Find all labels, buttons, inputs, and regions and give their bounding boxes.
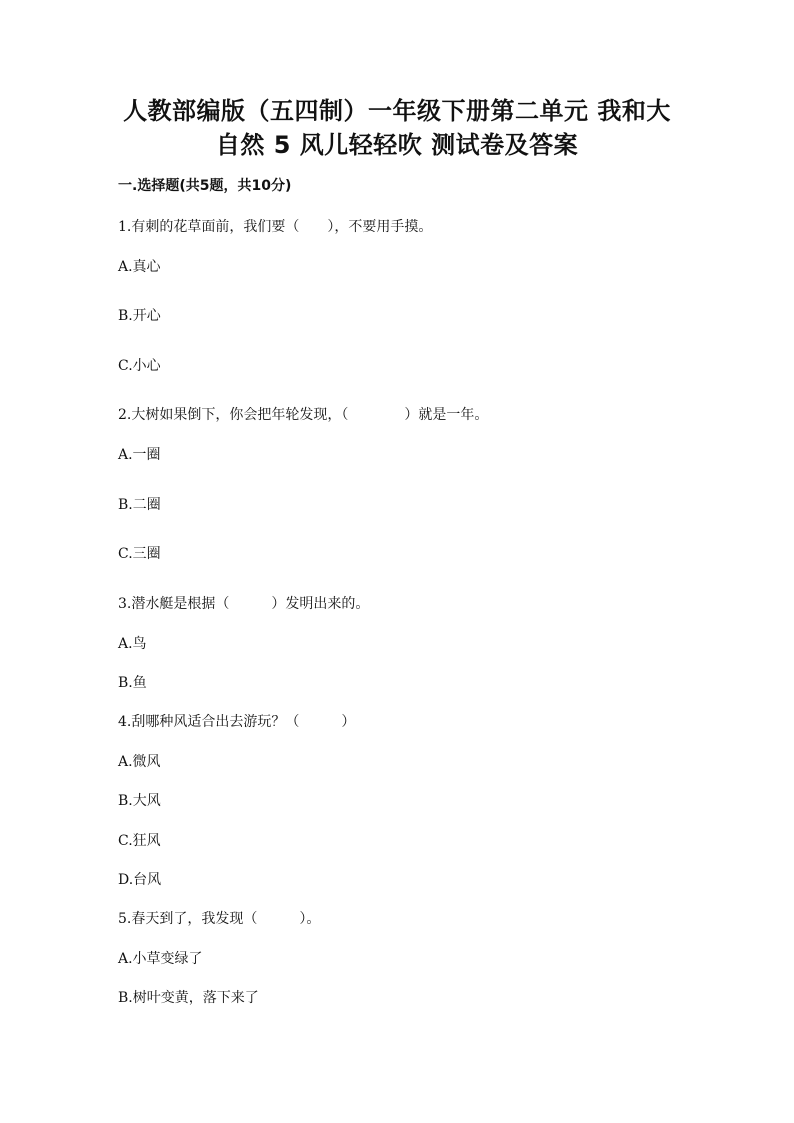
question-1-option-b: B.开心 <box>118 308 161 324</box>
question-4-option-c: C.狂风 <box>118 833 161 849</box>
page-title-line-2: 自然 5 风儿轻轻吹 测试卷及答案 <box>215 131 579 159</box>
question-1-stem: 1.有刺的花草面前，我们要（ ），不要用手摸。 <box>118 219 433 235</box>
question-2-stem: 2.大树如果倒下，你会把年轮发现，（ ）就是一年。 <box>118 407 489 423</box>
question-3-option-b: B.鱼 <box>118 675 147 691</box>
question-3-stem: 3.潜水艇是根据（ ）发明出来的。 <box>118 596 370 612</box>
page-title-line-1: 人教部编版（五四制）一年级下册第二单元 我和大 <box>123 97 671 125</box>
question-5-option-a: A.小草变绿了 <box>118 951 203 967</box>
question-2-option-c: C.三圈 <box>118 546 161 562</box>
question-5-option-b: B.树叶变黄，落下来了 <box>118 990 259 1006</box>
question-2-option-a: A.一圈 <box>118 447 161 463</box>
question-4-option-a: A.微风 <box>118 754 161 770</box>
section-heading: 一.选择题(共5题，共10分) <box>118 178 292 194</box>
question-3-option-a: A.鸟 <box>118 636 147 652</box>
question-1-option-c: C.小心 <box>118 358 161 374</box>
question-4-stem: 4.刮哪种风适合出去游玩？（ ） <box>118 714 356 730</box>
question-4-option-b: B.大风 <box>118 793 161 809</box>
question-1-option-a: A.真心 <box>118 259 161 275</box>
question-5-stem: 5.春天到了，我发现（ ）。 <box>118 911 321 927</box>
question-4-option-d: D.台风 <box>118 872 162 888</box>
question-2-option-b: B.二圈 <box>118 497 161 513</box>
